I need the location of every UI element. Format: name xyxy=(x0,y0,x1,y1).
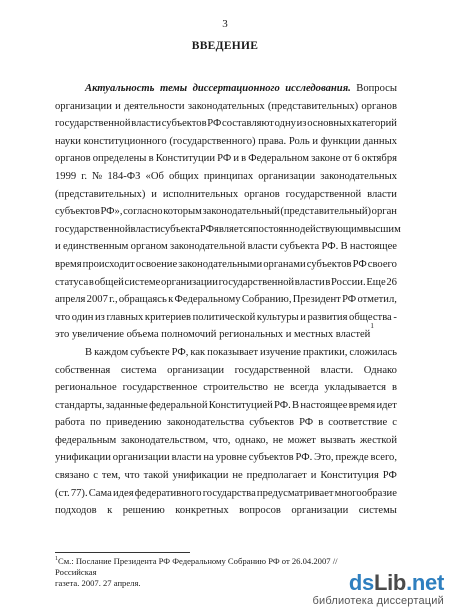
word: Сама xyxy=(88,487,112,499)
word: организации xyxy=(161,276,218,288)
text-line xyxy=(55,274,397,292)
word: субъекта xyxy=(160,223,200,235)
word: многообразие xyxy=(334,487,397,499)
word: по xyxy=(90,417,102,429)
word: практики, xyxy=(302,346,348,358)
word: 1999 xyxy=(55,170,77,182)
word: и xyxy=(55,241,61,253)
body-text xyxy=(55,80,401,520)
text-line xyxy=(55,98,397,116)
word: г., xyxy=(109,294,118,306)
word: РФ xyxy=(299,417,314,429)
footnote-text-line2: газета. 2007. 27 апреля. xyxy=(55,578,141,588)
word: законодательных xyxy=(320,170,397,182)
word: собственная xyxy=(55,364,111,376)
word: РФ xyxy=(217,153,232,165)
word: Собранию, xyxy=(241,294,292,306)
word: в xyxy=(148,153,154,165)
footnote-mark: 1 xyxy=(55,556,58,563)
word: единственным xyxy=(62,241,129,253)
word: работа xyxy=(55,417,86,429)
word: законодательными xyxy=(178,258,263,270)
word: своего xyxy=(367,258,397,270)
word: орган xyxy=(371,206,397,218)
word: с xyxy=(93,470,98,482)
word: октября xyxy=(361,153,397,165)
word: органов xyxy=(244,188,280,200)
word: к xyxy=(107,505,113,517)
text-line xyxy=(55,186,397,204)
word: может xyxy=(287,434,316,446)
word: 6 xyxy=(354,153,360,165)
word: один xyxy=(71,311,94,323)
word: в xyxy=(325,276,331,288)
word: науки xyxy=(55,135,81,147)
word: вызвать xyxy=(320,434,356,446)
word: субъекта xyxy=(279,241,320,253)
word: РФ», xyxy=(100,206,123,218)
word: принципах xyxy=(203,170,254,182)
word: РФ xyxy=(207,118,222,130)
word: власти xyxy=(247,241,278,253)
text-line xyxy=(55,168,397,186)
word: что xyxy=(55,311,71,323)
word: что, xyxy=(212,434,231,446)
text-line-last xyxy=(55,322,397,344)
word: конституционного xyxy=(83,135,167,147)
word: из xyxy=(95,311,105,323)
text-line xyxy=(55,115,397,133)
word: г. xyxy=(81,170,88,182)
page-number: 3 xyxy=(222,18,228,30)
word: данных xyxy=(363,135,397,147)
word: федеральной xyxy=(149,399,208,411)
word: предусматривает xyxy=(256,487,334,499)
word: субъектов xyxy=(248,452,294,464)
word: России. xyxy=(331,276,366,288)
word: критериев xyxy=(144,311,192,323)
word: системе xyxy=(124,276,161,288)
word: и xyxy=(151,188,157,200)
text-line xyxy=(55,362,397,380)
word: «Об xyxy=(145,170,164,182)
word: законодательный xyxy=(202,206,280,218)
word: В xyxy=(292,399,300,411)
word: с xyxy=(392,417,397,429)
word: приведению xyxy=(106,417,162,429)
page-title: ВВЕДЕНИЕ xyxy=(191,40,259,52)
word: общества xyxy=(349,311,392,323)
word: Конституции xyxy=(155,153,216,165)
paragraph-2-first-line xyxy=(55,344,397,362)
text-line xyxy=(55,485,397,503)
word: каждом xyxy=(94,346,129,358)
word: строительство xyxy=(203,382,268,394)
word: Конституция xyxy=(320,470,379,482)
word: государственное xyxy=(122,382,198,394)
word: из xyxy=(296,118,307,130)
word: настоящее xyxy=(300,399,348,411)
word: законодательных xyxy=(187,100,265,112)
text-line xyxy=(55,291,397,309)
word: РФ. xyxy=(274,399,291,411)
word: политической xyxy=(192,311,256,323)
word: подходов xyxy=(55,505,97,517)
word: законе xyxy=(311,153,341,165)
word: организации xyxy=(167,364,225,376)
word: заданные xyxy=(105,399,148,411)
word: апреля xyxy=(55,294,86,306)
word: государственной xyxy=(285,188,362,200)
word: обращаясь xyxy=(118,294,167,306)
word: исполнительных xyxy=(162,188,239,200)
word: к xyxy=(168,294,174,306)
text-line xyxy=(55,309,397,327)
word: В xyxy=(340,241,348,253)
word: власти xyxy=(131,118,162,130)
word: власти xyxy=(294,276,325,288)
word: однако, xyxy=(234,434,269,446)
word: организации xyxy=(291,505,349,517)
word: и xyxy=(233,153,240,165)
word: РФ. xyxy=(321,241,339,253)
word: и xyxy=(310,470,317,482)
word: от xyxy=(342,153,353,165)
word: (представительных) xyxy=(267,100,359,112)
word: такой xyxy=(143,470,169,482)
lead-emphasis-word: исследования. xyxy=(285,83,351,94)
text-line xyxy=(55,256,397,274)
word: Роль xyxy=(288,135,310,147)
lead-emphasis-word: Актуальность xyxy=(85,83,155,94)
text-line xyxy=(55,397,397,415)
word: показывает xyxy=(207,346,259,358)
word: время xyxy=(348,399,376,411)
word: № xyxy=(92,170,103,182)
word: власти xyxy=(171,452,202,464)
word: согласно xyxy=(123,206,163,218)
word: является xyxy=(213,223,253,235)
word: происходит xyxy=(82,258,135,270)
paragraph-1-lead-line xyxy=(55,80,397,98)
word: и xyxy=(300,311,306,323)
footnote-ref: 1 xyxy=(370,322,374,331)
word: федеральным xyxy=(55,434,117,446)
word: РФ xyxy=(382,470,397,482)
word: власти. xyxy=(320,364,354,376)
word: региональное xyxy=(55,382,117,394)
text-line xyxy=(55,379,397,397)
word: организации xyxy=(258,170,316,182)
word: РФ. xyxy=(295,452,313,464)
word: государственной xyxy=(218,276,295,288)
word: которым xyxy=(163,206,202,218)
word: система xyxy=(120,364,157,376)
word: настоящее xyxy=(349,241,397,253)
word: уровне xyxy=(215,452,247,464)
word: субъектов xyxy=(249,417,295,429)
word: функции xyxy=(320,135,361,147)
lead-emphasis-word: темы xyxy=(159,83,188,94)
word: определены xyxy=(92,153,147,165)
word: деятельности xyxy=(123,100,185,112)
word: государства xyxy=(202,487,256,499)
text-line xyxy=(55,133,397,151)
footnote-text: См.: Послание Президента РФ Федеральному Собранию РФ от 26.04.2007 // Российская xyxy=(55,556,338,577)
word: органами xyxy=(263,258,306,270)
dslib-subtitle: библиотека диссертаций xyxy=(312,595,444,607)
word: категорий xyxy=(352,118,397,130)
word: время xyxy=(55,258,82,270)
word: государственной xyxy=(55,223,131,235)
word: не xyxy=(232,470,243,482)
text-line xyxy=(55,221,401,239)
word: РФ xyxy=(342,294,357,306)
word: Однако xyxy=(363,364,397,376)
footnote xyxy=(55,556,355,589)
word: общих xyxy=(168,170,199,182)
word: решению xyxy=(122,505,165,517)
word: 26 xyxy=(386,276,397,288)
word: органов xyxy=(55,153,91,165)
word: Федеральному xyxy=(174,294,241,306)
word: (ст. xyxy=(55,487,70,499)
word: высшим xyxy=(363,223,401,235)
lead-rest-word: Вопросы xyxy=(356,83,397,94)
word: в xyxy=(318,417,324,429)
word: культуры xyxy=(256,311,299,323)
word: системы xyxy=(358,505,397,517)
word: - xyxy=(393,311,397,323)
paragraph-1 xyxy=(55,80,401,344)
word: не xyxy=(272,434,284,446)
word: организации xyxy=(55,100,112,112)
word: федеративного xyxy=(134,487,202,499)
word: органом xyxy=(130,241,168,253)
word: укладывается xyxy=(324,382,387,394)
word: развития xyxy=(307,311,348,323)
word: права. xyxy=(258,135,287,147)
word: РФ, xyxy=(171,346,189,358)
word: Федеральном xyxy=(248,153,309,165)
word: (представительных) xyxy=(55,188,146,200)
word: законодательной xyxy=(170,241,246,253)
word: действующим xyxy=(299,223,364,235)
word: идет xyxy=(376,399,397,411)
word: статуса xyxy=(55,276,89,288)
word: всего, xyxy=(370,452,397,464)
word: (представительный) xyxy=(280,206,372,218)
word: прежде xyxy=(335,452,369,464)
text-line xyxy=(55,150,397,168)
word: в xyxy=(391,382,397,394)
word: на xyxy=(203,452,214,464)
word: одну xyxy=(274,118,296,130)
text-line xyxy=(55,432,397,450)
word: Президент xyxy=(292,294,341,306)
word: в xyxy=(88,276,94,288)
word: общей xyxy=(94,276,124,288)
word: что xyxy=(124,470,140,482)
word: Еще xyxy=(366,276,386,288)
word: и xyxy=(312,135,319,147)
word: изучение xyxy=(260,346,301,358)
lead-emphasis-word: диссертационного xyxy=(192,83,280,94)
word: государственной xyxy=(234,364,311,376)
word: законодательством, xyxy=(120,434,209,446)
word: конкретных xyxy=(175,505,229,517)
word: постоянно xyxy=(252,223,300,235)
text-line xyxy=(55,449,397,467)
word: сложилась xyxy=(349,346,397,358)
word: всегда xyxy=(290,382,319,394)
word: В xyxy=(85,346,93,358)
text-line-content: это увеличение объема полномочий региональных и местных властей xyxy=(55,329,371,341)
paragraph-2 xyxy=(55,344,397,520)
word: основных xyxy=(307,118,352,130)
word: Это, xyxy=(314,452,334,464)
text-line xyxy=(55,238,397,256)
word: органов xyxy=(361,100,397,112)
word: субъектов xyxy=(306,258,352,270)
word: власти xyxy=(130,223,161,235)
word: 2007 xyxy=(86,294,108,306)
word: государственной xyxy=(55,118,131,130)
word: связано xyxy=(55,470,90,482)
word: (государственного) xyxy=(169,135,256,147)
dslib-watermark xyxy=(312,571,444,607)
text-line xyxy=(55,203,397,221)
text-line xyxy=(55,467,397,485)
word: власти xyxy=(367,188,397,200)
word: не xyxy=(273,382,285,394)
word: составляют xyxy=(222,118,274,130)
word: тем, xyxy=(101,470,121,482)
word: соответствие xyxy=(328,417,388,429)
word: субъектов xyxy=(55,206,100,218)
word: унификации xyxy=(55,452,111,464)
word: РФ xyxy=(199,223,214,235)
footnote-divider xyxy=(55,552,190,553)
word: РФ xyxy=(352,258,367,270)
word: как xyxy=(190,346,206,358)
word: и xyxy=(115,100,121,112)
word: унификации xyxy=(172,470,229,482)
word: освоение xyxy=(135,258,178,270)
word: 184-ФЗ xyxy=(107,170,141,182)
dslib-logo: dsLib.net xyxy=(348,570,444,595)
text-line xyxy=(55,414,397,432)
text-line xyxy=(55,502,397,520)
word: организации xyxy=(112,452,170,464)
word: главных xyxy=(106,311,144,323)
word: жесткой xyxy=(359,434,397,446)
word: законодательства xyxy=(166,417,245,429)
word: 77). xyxy=(70,487,88,499)
word: предполагает xyxy=(246,470,307,482)
word: субъекте xyxy=(130,346,170,358)
word: идея xyxy=(112,487,134,499)
word: отметил, xyxy=(357,294,397,306)
word: вопросов xyxy=(239,505,281,517)
word: стандарты, xyxy=(55,399,105,411)
word: Конституцией xyxy=(208,399,273,411)
word: в xyxy=(241,153,247,165)
word: субъектов xyxy=(161,118,207,130)
